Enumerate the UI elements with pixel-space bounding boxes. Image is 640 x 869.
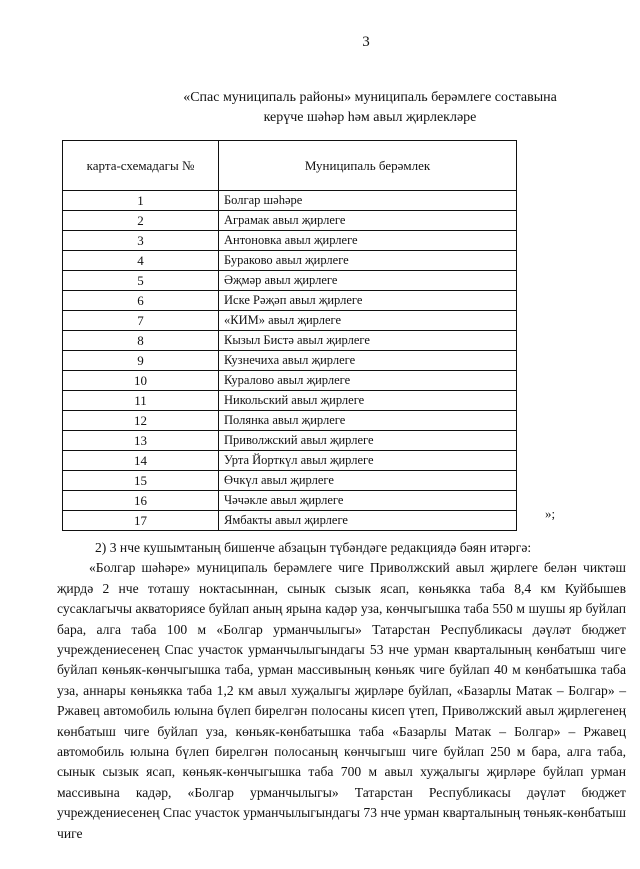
row-municipality-name: Бураково авыл җирлеге bbox=[219, 251, 517, 271]
table-row bbox=[63, 471, 517, 491]
table-row bbox=[63, 291, 517, 311]
row-municipality-name: Иске Рәҗәп авыл җирлеге bbox=[219, 291, 517, 311]
amendment-item-heading: 2) 3 нче кушымтаның бишенче абзацын түбәндәге редакциядә бәян итәргә: bbox=[95, 540, 532, 555]
row-municipality-name: Болгар шәһәре bbox=[219, 191, 517, 211]
row-number: 17 bbox=[63, 511, 219, 531]
row-number: 16 bbox=[63, 491, 219, 511]
row-number: 3 bbox=[63, 231, 219, 251]
municipalities-table bbox=[62, 140, 517, 531]
row-municipality-name: Чәчәкле авыл җирлеге bbox=[219, 491, 517, 511]
row-number: 5 bbox=[63, 271, 219, 291]
table-row bbox=[63, 431, 517, 451]
table-row bbox=[63, 491, 517, 511]
row-number: 1 bbox=[63, 191, 219, 211]
closing-quote-mark: »; bbox=[545, 506, 556, 521]
table-row bbox=[63, 511, 517, 531]
table-row bbox=[63, 351, 517, 371]
row-number: 4 bbox=[63, 251, 219, 271]
heading-line-2: керүче шәһәр һәм авыл җирлекләре bbox=[263, 110, 477, 125]
row-municipality-name: Антоновка авыл җирлеге bbox=[219, 231, 517, 251]
table-row bbox=[63, 191, 517, 211]
row-municipality-name: Куралово авыл җирлеге bbox=[219, 371, 517, 391]
table-row bbox=[63, 391, 517, 411]
row-number: 8 bbox=[63, 331, 219, 351]
row-number: 14 bbox=[63, 451, 219, 471]
row-municipality-name: Урта Йорткүл авыл җирлеге bbox=[219, 451, 517, 471]
row-number: 6 bbox=[63, 291, 219, 311]
row-municipality-name: Ямбакты авыл җирлеге bbox=[219, 511, 517, 531]
heading-line-1: «Спас муниципаль районы» муниципаль берәмлеге составына bbox=[183, 90, 557, 105]
row-number: 7 bbox=[63, 311, 219, 331]
row-municipality-name: Никольский авыл җирлеге bbox=[219, 391, 517, 411]
row-municipality-name: Приволжский авыл җирлеге bbox=[219, 431, 517, 451]
row-municipality-name: Кузнечиха авыл җирлеге bbox=[219, 351, 517, 371]
row-municipality-name: Әҗмәр авыл җирлеге bbox=[219, 271, 517, 291]
table-row bbox=[63, 451, 517, 471]
row-municipality-name: Кызыл Бистә авыл җирлеге bbox=[219, 331, 517, 351]
table-row bbox=[63, 271, 517, 291]
row-number: 2 bbox=[63, 211, 219, 231]
row-number: 10 bbox=[63, 371, 219, 391]
amendment-paragraph: «Болгар шәһәре» муниципаль берәмлеге чиге Приволжский авыл җирлеге белән чиктәш җирдә 2 нче тоташу ноктасыннан, сынык сызык ясап, көньякка таба 8,4 км Куйбышев сусаклагычы акваториясе буйлап аның ярына кадәр уза, көнчыгышка таба 550 м шушы яр буйлап бара, алга таба 100 м «Болгар урманчылыгы» Татарстан Республикасы дәүләт бюджет учреждениесенең Спас участок урманчылыгындагы 53 нче урман кварталының көнбатыш чиге буйлап көньяк-көнчыгышка таба, урман массивының көньяк чиге буйлап 40 м көнбатышка таба уза, аннары көньякка таба 1,2 км авыл хуҗалыгы җирләре буйлап, «Базарлы Матак – Болгар» – Ржавец автомобиль юлына бүлеп бирелгән полосаны кисеп үтеп, Приволжский авыл җирлегенең көнбатыш чиге буйлап уза, көньяк-көнбатышка таба «Базарлы Матак – Болгар» – Ржавец автомобиль юлына бүлеп бирелгән полосаның көнчыгыш чиге буйлап 250 м бара, алга таба, сынык сызык ясап, көньяк-көнчыгышка таба 700 м авыл хуҗалыгы җирләре буйлап урман массивына кадәр, «Болгар урманчылыгы» Татарстан Республикасы дәүләт бюджет учреждениесенең Спас участок урманчылыгындагы 73 нче урман кварталының төньяк-көнбатыш чиге bbox=[57, 560, 626, 841]
row-number: 15 bbox=[63, 471, 219, 491]
table-row bbox=[63, 251, 517, 271]
column-header-municipality: Муниципаль берәмлек bbox=[219, 141, 517, 191]
table-row bbox=[63, 211, 517, 231]
table-row bbox=[63, 231, 517, 251]
row-number: 13 bbox=[63, 431, 219, 451]
row-municipality-name: «КИМ» авыл җирлеге bbox=[219, 311, 517, 331]
row-municipality-name: Өчкүл авыл җирлеге bbox=[219, 471, 517, 491]
table-header-row bbox=[63, 141, 517, 191]
amendment-section bbox=[57, 538, 626, 844]
table-body bbox=[63, 191, 517, 531]
row-number: 9 bbox=[63, 351, 219, 371]
table-row bbox=[63, 331, 517, 351]
column-header-number: карта-схемадагы № bbox=[63, 141, 219, 191]
page-number: 3 bbox=[362, 34, 370, 50]
document-heading bbox=[90, 88, 640, 128]
table-row bbox=[63, 411, 517, 431]
table-row bbox=[63, 371, 517, 391]
row-municipality-name: Аграмак авыл җирлеге bbox=[219, 211, 517, 231]
row-municipality-name: Полянка авыл җирлеге bbox=[219, 411, 517, 431]
row-number: 11 bbox=[63, 391, 219, 411]
row-number: 12 bbox=[63, 411, 219, 431]
table-row bbox=[63, 311, 517, 331]
